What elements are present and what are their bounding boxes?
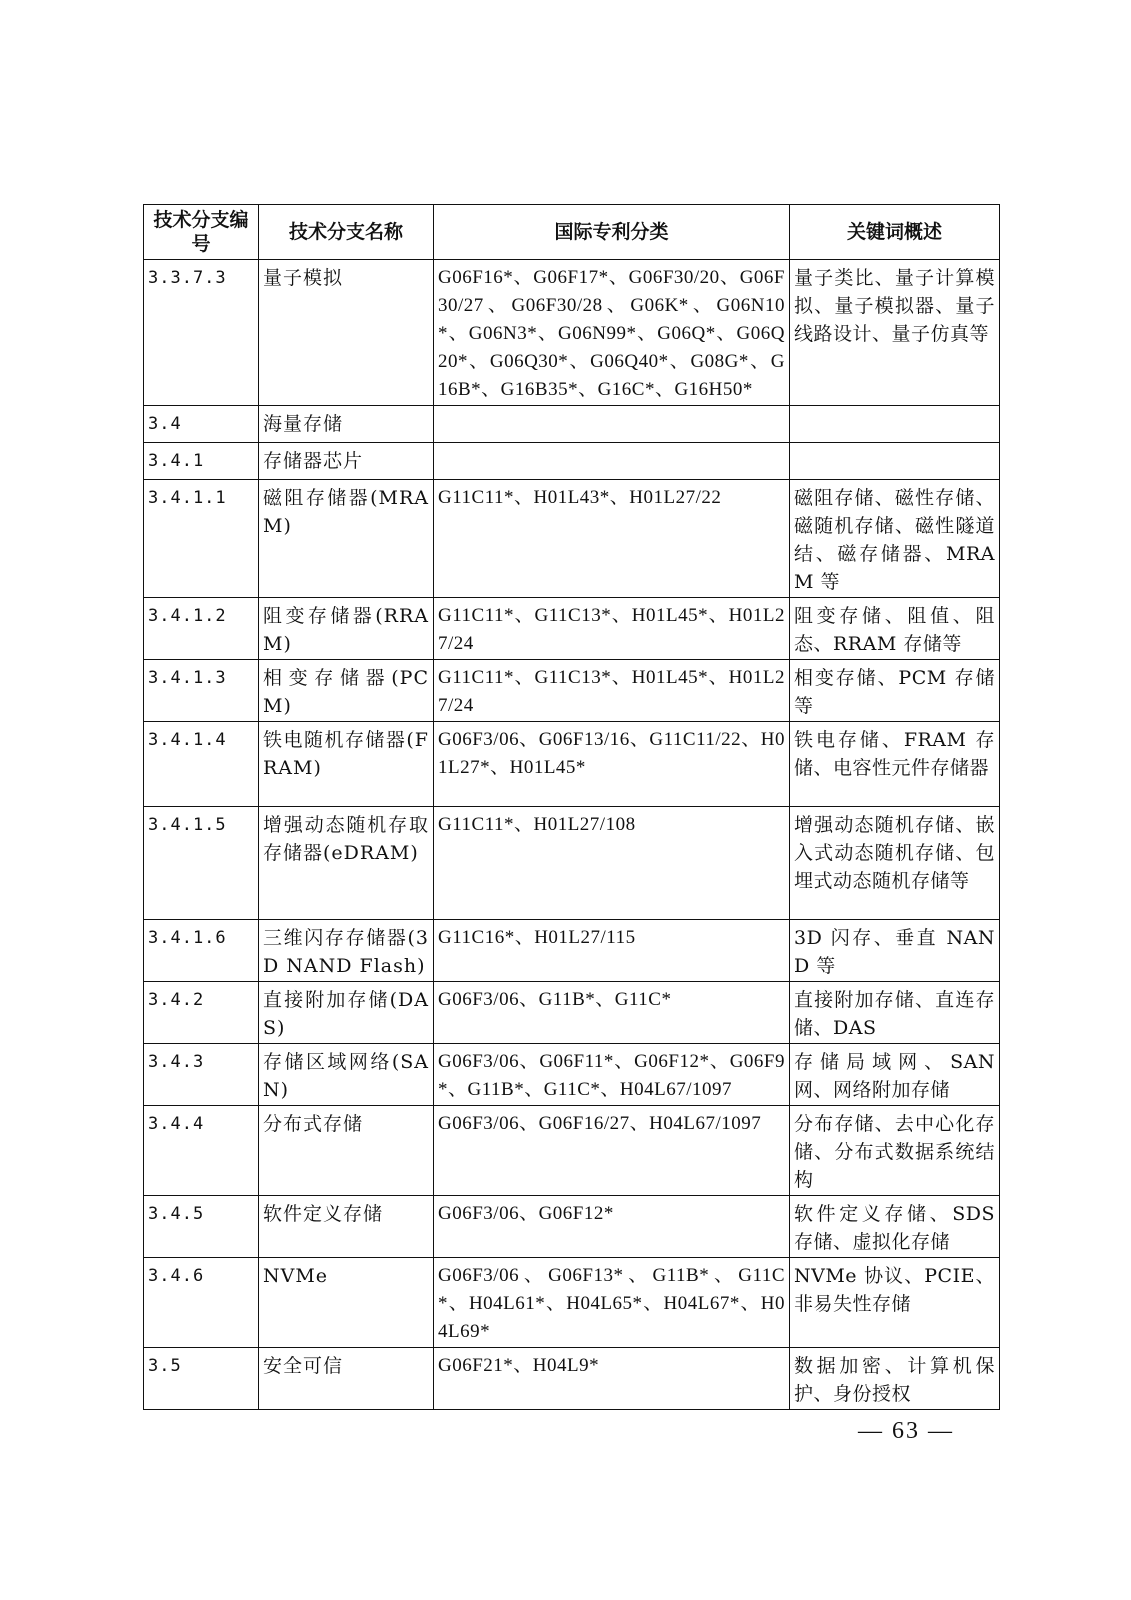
cell-code: 3.4.1.6 [144,920,259,982]
cell-ipc: G11C11*、G11C13*、H01L45*、H01L27/24 [434,660,790,722]
cell-name: NVMe [259,1258,434,1348]
table-row [144,406,1000,443]
header-branch-code: 技术分支编号 [144,205,259,260]
table-row [144,1106,1000,1196]
cell-name: 安全可信 [259,1348,434,1410]
table-row [144,1196,1000,1258]
table-row [144,807,1000,920]
cell-name: 分布式存储 [259,1106,434,1196]
cell-ipc: G06F3/06、G06F13/16、G11C11/22、H01L27*、H01L45* [434,722,790,807]
cell-code: 3.4.1 [144,443,259,480]
cell-ipc [434,406,790,443]
cell-keywords: 数据加密、计算机保护、身份授权 [790,1348,1000,1410]
cell-ipc: G06F3/06、G06F16/27、H04L67/1097 [434,1106,790,1196]
header-ipc: 国际专利分类 [434,205,790,260]
cell-name: 量子模拟 [259,260,434,406]
table-row [144,1258,1000,1348]
cell-keywords: 直接附加存储、直连存储、DAS [790,982,1000,1044]
cell-keywords: 增强动态随机存储、嵌入式动态随机存储、包埋式动态随机存储等 [790,807,1000,920]
cell-keywords: 3D 闪存、垂直 NAND 等 [790,920,1000,982]
cell-code: 3.4.2 [144,982,259,1044]
cell-ipc [434,443,790,480]
cell-name: 存储器芯片 [259,443,434,480]
cell-name: 相变存储器(PCM) [259,660,434,722]
cell-name: 存储区域网络(SAN) [259,1044,434,1106]
cell-name: 直接附加存储(DAS) [259,982,434,1044]
patent-classification-table [143,204,1000,1410]
cell-code: 3.4.3 [144,1044,259,1106]
table-row [144,480,1000,598]
cell-ipc: G06F21*、H04L9* [434,1348,790,1410]
header-keywords: 关键词概述 [790,205,1000,260]
cell-keywords: 铁电存储、FRAM 存储、电容性元件存储器 [790,722,1000,807]
cell-code: 3.4.1.4 [144,722,259,807]
cell-ipc: G11C11*、G11C13*、H01L45*、H01L27/24 [434,598,790,660]
cell-name: 增强动态随机存取存储器(eDRAM) [259,807,434,920]
cell-name: 磁阻存储器(MRAM) [259,480,434,598]
cell-code: 3.4 [144,406,259,443]
cell-keywords: 相变存储、PCM 存储等 [790,660,1000,722]
cell-ipc: G06F3/06、G06F12* [434,1196,790,1258]
cell-keywords: 存储局域网、SAN 网、网络附加存储 [790,1044,1000,1106]
cell-keywords: 软件定义存储、SDS 存储、虚拟化存储 [790,1196,1000,1258]
cell-code: 3.5 [144,1348,259,1410]
cell-code: 3.4.1.2 [144,598,259,660]
cell-ipc: G11C11*、H01L27/108 [434,807,790,920]
cell-keywords [790,406,1000,443]
table-row [144,443,1000,480]
table-row [144,1348,1000,1410]
cell-keywords: 分布存储、去中心化存储、分布式数据系统结构 [790,1106,1000,1196]
cell-name: 三维闪存存储器(3D NAND Flash) [259,920,434,982]
cell-code: 3.4.1.1 [144,480,259,598]
cell-name: 软件定义存储 [259,1196,434,1258]
cell-keywords: NVMe 协议、PCIE、非易失性存储 [790,1258,1000,1348]
table-row [144,920,1000,982]
cell-code: 3.4.5 [144,1196,259,1258]
page-number: — 63 — [858,1418,954,1444]
cell-code: 3.4.4 [144,1106,259,1196]
cell-keywords [790,443,1000,480]
cell-ipc: G06F3/06、G11B*、G11C* [434,982,790,1044]
cell-name: 阻变存储器(RRAM) [259,598,434,660]
cell-code: 3.4.1.3 [144,660,259,722]
cell-code: 3.4.6 [144,1258,259,1348]
cell-ipc: G11C16*、H01L27/115 [434,920,790,982]
cell-ipc: G06F3/06、G06F11*、G06F12*、G06F9*、G11B*、G11C*、H04L67/1097 [434,1044,790,1106]
cell-keywords: 磁阻存储、磁性存储、磁随机存储、磁性隧道结、磁存储器、MRAM 等 [790,480,1000,598]
table-row [144,1044,1000,1106]
table-header-row [144,205,1000,260]
table-row [144,982,1000,1044]
cell-name: 海量存储 [259,406,434,443]
table-row [144,660,1000,722]
cell-ipc: G06F16*、G06F17*、G06F30/20、G06F30/27、G06F30/28、G06K*、G06N10*、G06N3*、G06N99*、G06Q*、G06Q20*、G06Q30*、G06Q40*、G08G*、G16B*、G16B35*、G16C*、G16H50* [434,260,790,406]
cell-code: 3.4.1.5 [144,807,259,920]
table-row [144,260,1000,406]
cell-ipc: G06F3/06、G06F13*、G11B*、G11C*、H04L61*、H04L65*、H04L67*、H04L69* [434,1258,790,1348]
cell-code: 3.3.7.3 [144,260,259,406]
table-row [144,598,1000,660]
cell-ipc: G11C11*、H01L43*、H01L27/22 [434,480,790,598]
table-row [144,722,1000,807]
cell-name: 铁电随机存储器(FRAM) [259,722,434,807]
cell-keywords: 阻变存储、阻值、阻态、RRAM 存储等 [790,598,1000,660]
cell-keywords: 量子类比、量子计算模拟、量子模拟器、量子线路设计、量子仿真等 [790,260,1000,406]
header-branch-name: 技术分支名称 [259,205,434,260]
